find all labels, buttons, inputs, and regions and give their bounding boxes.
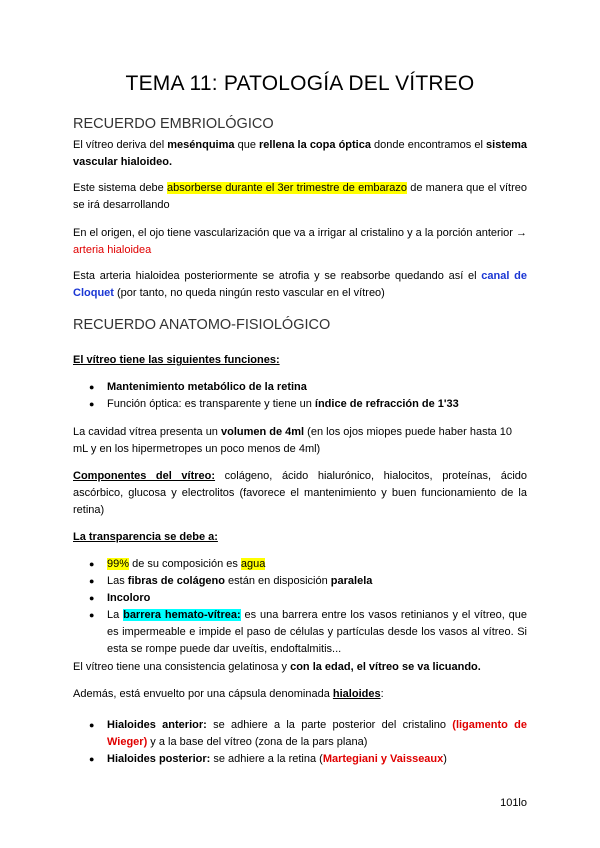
- bullet-icon: ●: [89, 382, 95, 392]
- paragraph-consistencia: El vítreo tiene una consistencia gelatinosa y con la edad, el vítreo se va licuando.: [73, 661, 481, 673]
- bullet-icon: ●: [89, 754, 95, 764]
- bullet-icon: ●: [89, 610, 95, 620]
- highlight-absorberse: absorberse durante el 3er trimestre de embarazo: [167, 182, 407, 194]
- list-item: ● La barrera hemato-vítrea: es una barrera entre los vasos retinianos y el vítreo, que es impermeable e impide el paso de células y partículas desde los vasos al vítreo. Si esta se rompe puede dar uveítis, endoftalmitis...: [89, 609, 527, 655]
- paragraph-absorcion: Este sistema debe absorberse durante el 3er trimestre de embarazo de manera que el vítreo se irá desarrollando: [73, 182, 527, 211]
- funciones-title: El vítreo tiene las siguientes funciones:: [73, 354, 280, 366]
- section-heading-anatomo: RECUERDO ANATOMO-FISIOLÓGICO: [73, 317, 331, 333]
- transparencia-title: La transparencia se debe a:: [73, 531, 218, 543]
- paragraph-capsula: Además, está envuelto por una cápsula denominada hialoides:: [73, 688, 384, 700]
- bullet-icon: ●: [89, 576, 95, 586]
- list-item: ● Hialoides posterior: se adhiere a la retina (Martegiani y Vaisseaux): [73, 751, 527, 768]
- bullet-icon: ●: [89, 593, 95, 603]
- paragraph-mesenquima: El vítreo deriva del mesénquima que rellena la copa óptica donde encontramos el sistema vascular hialoideo.: [73, 139, 528, 168]
- list-item: ● Hialoides anterior: se adhiere a la parte posterior del cristalino (ligamento de Wieger) y a la base del vítreo (zona de la pars plana): [89, 719, 528, 748]
- bullet-icon: ●: [89, 399, 95, 409]
- term-arteria-hialoidea: arteria hialoidea: [73, 244, 152, 256]
- bullet-icon: ●: [89, 720, 95, 730]
- paragraph-cloquet: Esta arteria hialoidea posteriormente se atrofia y se reabsorbe quedando así el canal de Cloquet (por tanto, no queda ningún resto vascular en el vítreo): [73, 270, 527, 299]
- hialoides-list: [73, 717, 527, 768]
- transparencia-list: [73, 556, 527, 658]
- paragraph-componentes: Componentes del vítreo: colágeno, ácido hialurónico, hialocitos, proteínas, ácido ascórbico, glucosa y electrolitos (favorece el mantenimiento y buen funcionamiento de la retina): [73, 470, 527, 516]
- list-item: ● Mantenimiento metabólico de la retina: [73, 379, 527, 396]
- paragraph-vascularizacion: En el origen, el ojo tiene vascularización que va a irrigar al cristalino y a la porción anterior → arteria hialoidea: [73, 227, 527, 256]
- page-number: 101lo: [500, 797, 527, 809]
- page-title: TEMA 11: PATOLOGÍA DEL VÍTREO: [125, 72, 475, 95]
- highlight-barrera: barrera hemato-vítrea:: [123, 609, 241, 621]
- paragraph-cavidad: La cavidad vítrea presenta un volumen de 4ml (en los ojos miopes puede haber hasta 10 mL y en los hipermetropes un poco menos de 4ml): [73, 426, 513, 455]
- list-item: ● Las fibras de colágeno están en disposición paralela: [73, 573, 527, 590]
- section-heading-embriologico: RECUERDO EMBRIOLÓGICO: [73, 116, 274, 132]
- list-item: ● 99% de su composición es agua: [73, 556, 527, 573]
- list-item: ● Incoloro: [73, 590, 527, 607]
- term-canal-cloquet: canal de Cloquet: [73, 270, 527, 299]
- bullet-icon: ●: [89, 559, 95, 569]
- list-item: ● Función óptica: es transparente y tiene un índice de refracción de 1'33: [73, 396, 527, 413]
- funciones-list: [73, 379, 527, 413]
